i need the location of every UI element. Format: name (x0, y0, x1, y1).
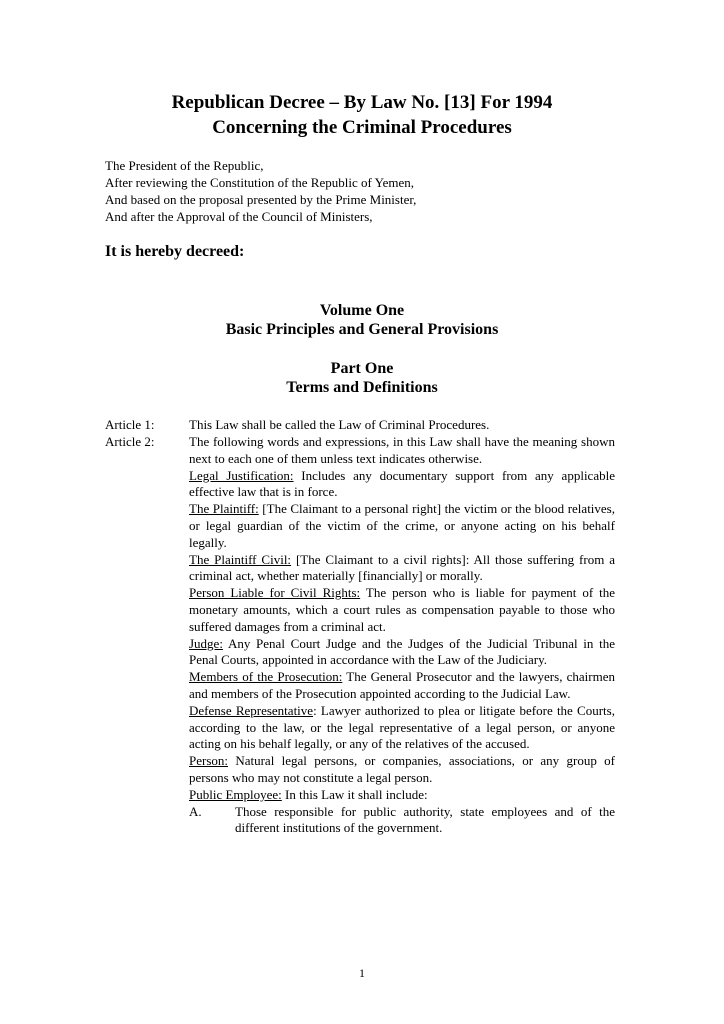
definition-term: Legal Justification: (189, 467, 294, 483)
volume-subtitle: Basic Principles and General Provisions (225, 321, 499, 338)
decree-statement: It is hereby decreed: (105, 243, 245, 260)
definition-judge (189, 636, 615, 670)
page-number: 1 (359, 966, 365, 980)
definition-person-liable (189, 585, 615, 635)
definition-text: Any Penal Court Judge and the Judges of the Judicial Tribunal in the Penal Courts, appointed in accordance with the Law of the Judiciary. (189, 635, 615, 668)
definition-defense-representative (189, 703, 615, 753)
list-item-text: Those responsible for public authority, state employees and of the different institutions of the government. (235, 803, 615, 836)
definition-text: In this Law it shall include: (281, 786, 428, 802)
article-2-intro: The following words and expressions, in this Law shall have the meaning shown next to each one of them unless text indicates otherwise. (189, 434, 615, 466)
definition-text: [The Claimant to a personal right] the victim or the blood relatives, or legal guardian of the victim of the crime, or anyone acting on his behalf legally. (189, 501, 615, 550)
definition-person (189, 753, 615, 787)
definition-text: Includes any documentary support from any applicable effective law that is in force. (189, 467, 615, 500)
definition-term: Judge: (189, 635, 223, 651)
list-item-letter: A. (189, 803, 202, 819)
definition-term: The Plaintiff Civil: (189, 551, 292, 567)
preamble (105, 157, 625, 225)
article-2-label: Article 2: (105, 434, 155, 449)
definition-public-employee (189, 787, 615, 804)
definition-text: : Lawyer authorized to plea or litigate before the Courts, according to the law, or the legal representative of a legal person, or anyone acting on his behalf legally, or any of the relatives of the accused. (189, 702, 615, 752)
document-title-line1: Republican Decree – By Law No. [13] For 1994 (171, 92, 553, 113)
part-title: Part One (330, 360, 394, 377)
definition-text: The General Prosecutor and the lawyers, chairmen and members of the Prosecution appointed according to the Judicial Law. (189, 669, 615, 701)
part-subtitle: Terms and Definitions (286, 379, 438, 396)
definition-members-prosecution (189, 669, 615, 703)
definition-plaintiff-civil (189, 552, 615, 586)
definition-term: Members of the Prosecution: (189, 669, 343, 685)
article-2-body (189, 434, 615, 837)
definition-text: [The Claimant to a civil rights]: All those suffering from a criminal act, whether materially [financially] or morally. (189, 551, 615, 584)
definition-term: Public Employee: (189, 786, 282, 802)
definition-term: The Plaintiff: (189, 501, 259, 517)
definition-term: Defense Representative (189, 702, 314, 718)
volume-title: Volume One (319, 302, 405, 319)
definition-text: Natural legal persons, or companies, associations, or any group of persons who may not constitute a legal person. (189, 753, 615, 785)
document-title-line2: Concerning the Criminal Procedures (212, 117, 512, 138)
preamble-line: And based on the proposal presented by the Prime Minister, (105, 192, 417, 207)
preamble-line: After reviewing the Constitution of the Republic of Yemen, (105, 175, 415, 190)
list-item-a (189, 804, 615, 838)
preamble-line: And after the Approval of the Council of Ministers, (105, 209, 373, 224)
article-1-label: Article 1: (105, 417, 155, 432)
definition-legal-justification (189, 468, 615, 502)
definition-text: The person who is liable for payment of the monetary amounts, which a court rules as compensation payable to those who suffered damages from a criminal act. (189, 585, 616, 634)
definition-plaintiff (189, 501, 615, 551)
preamble-line: The President of the Republic, (105, 158, 264, 173)
article-1-text: This Law shall be called the Law of Criminal Procedures. (189, 417, 490, 432)
definition-term: Person: (189, 753, 228, 769)
definition-term: Person Liable for Civil Rights: (189, 585, 361, 601)
